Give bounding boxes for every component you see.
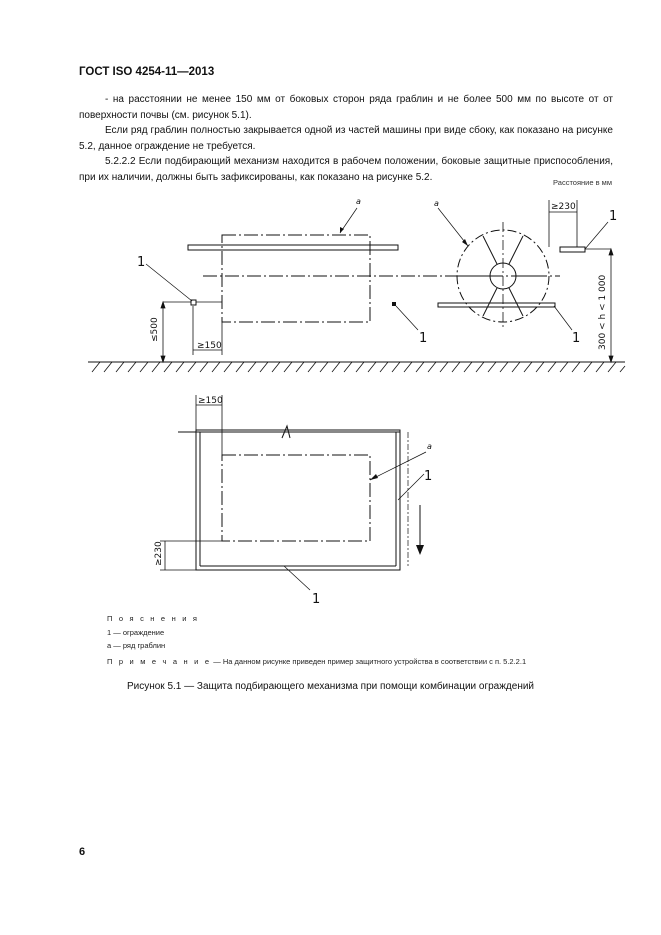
label-1-lower-right: 1: [424, 469, 433, 484]
dim-height: [609, 249, 613, 362]
dim-le500: [161, 302, 165, 362]
label-a-lower: a: [427, 442, 432, 451]
top-view-frame: [196, 430, 400, 570]
legend-item-a: a — ряд граблин: [107, 641, 166, 650]
body-text: [79, 92, 613, 185]
dim-ge150-upper-label: ≥150: [197, 341, 222, 351]
label-1-right: 1: [572, 331, 581, 346]
dim-height-label: 300 < h < 1 000: [598, 274, 608, 350]
legend-note: П р и м е ч а н и е — На данном рисунке приведен пример защитного устройства в соответствии с п. 5.2.2.1: [107, 657, 527, 666]
label-1-lower-bottom: 1: [312, 592, 321, 607]
document-header: ГОСТ ISO 4254-11—2013: [79, 66, 215, 78]
label-a-upper-right: a: [434, 199, 439, 208]
label-1-upper-right: 1: [609, 209, 618, 224]
units-note: Расстояние в мм: [553, 178, 612, 187]
paragraph-1: - на расстоянии не менее 150 мм от боковых сторон ряда граблин и не более 500 мм по высоте от от поверхности почвы (см. рисунок 5.1).: [79, 94, 613, 121]
paragraph-2: Если ряд граблин полностью закрывается одной из частей машины при виде сбоку, как показано на рисунке 5.2, данное ограждение не требуется.: [79, 125, 613, 152]
rake-row-outline: [222, 235, 370, 322]
label-a-upper-left: a: [356, 197, 361, 206]
upper-guard-bar: [188, 245, 398, 250]
dim-ge230-upper-label: ≥230: [551, 202, 576, 212]
dim-le500-label: ≤500: [150, 317, 160, 342]
middle-guard-block: [392, 302, 396, 306]
ground-hatching: [92, 362, 625, 372]
lower-guard-bar: [438, 303, 555, 307]
rake-row-top-outline: [222, 455, 370, 541]
legend-item-1: 1 — ограждение: [107, 628, 165, 637]
figure-caption: Рисунок 5.1 — Защита подбирающего механизма при помощи комбинации ограждений: [126, 681, 535, 692]
label-1-middle: 1: [419, 331, 428, 346]
page-number: 6: [79, 846, 86, 858]
dim-ge230-lower-label: ≥230: [154, 541, 164, 566]
legend-title: П о я с н е н и я: [107, 614, 200, 623]
dim-ge150-lower-label: ≥150: [198, 396, 223, 406]
label-1-left: 1: [137, 255, 146, 270]
paragraph-3: 5.2.2.2 Если подбирающий механизм находится в рабочем положении, боковые защитные приспособления, при их наличии, должны быть зафиксированы, как показано на рисунке 5.2.: [79, 156, 613, 183]
right-upper-guard: [560, 247, 585, 252]
figure-5-1-drawing: [0, 190, 661, 610]
